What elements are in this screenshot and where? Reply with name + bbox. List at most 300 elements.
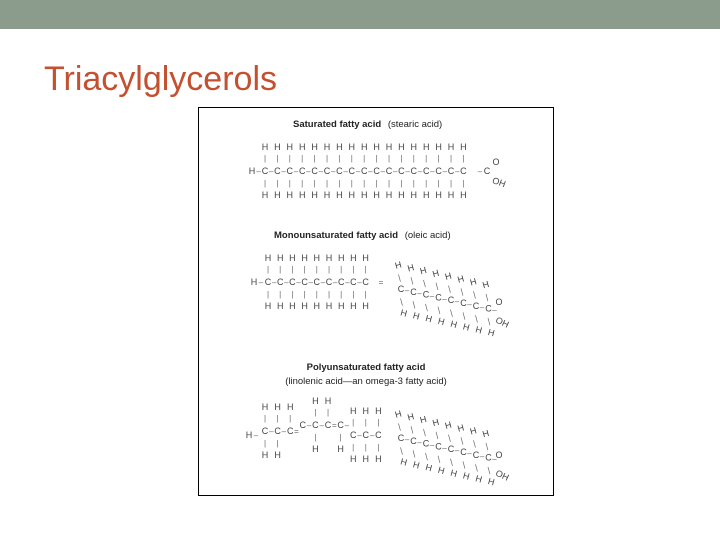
hydrogen-atom-bottom: H xyxy=(385,190,393,200)
bond-single: – xyxy=(454,297,460,307)
saturated-heading-bold: Saturated fatty acid xyxy=(293,119,382,130)
bond-single: – xyxy=(467,449,472,458)
hydrogen-atom-top: H xyxy=(350,253,357,263)
hydrogen-atom-bottom: H xyxy=(289,301,296,311)
bond-single: – xyxy=(308,278,313,287)
bond-vertical-top: | xyxy=(314,408,317,417)
hydrogen-atom-top: H xyxy=(481,279,491,291)
bond-vertical-top: | xyxy=(422,278,427,288)
bond-vertical-top: | xyxy=(313,154,316,163)
bond-vertical-top: | xyxy=(288,154,291,163)
hydrogen-atom-top: H xyxy=(385,142,393,152)
carbon-atom: C xyxy=(286,166,294,176)
carbon-atom: C xyxy=(349,430,357,440)
hydrogen-atom-bottom: H xyxy=(375,454,382,464)
hydrogen-atom-bottom: H xyxy=(337,444,344,454)
bond-vertical-bottom: | xyxy=(263,439,267,448)
hydrogen-atom-top: H xyxy=(286,402,294,412)
bond-vertical-bottom: | xyxy=(449,308,454,318)
bond-vertical-top: | xyxy=(276,154,279,163)
bond-vertical-top: | xyxy=(263,154,267,163)
bond-single: – xyxy=(330,167,336,176)
hydrogen-atom-top: H xyxy=(323,142,331,152)
bond-vertical-bottom: | xyxy=(474,313,479,324)
bond-vertical-bottom: | xyxy=(449,179,453,188)
bond-vertical-top: | xyxy=(327,265,331,274)
bond-single: – xyxy=(380,167,386,176)
hydrogen-atom-bottom: H xyxy=(474,473,484,485)
bond-vertical-top: | xyxy=(447,284,452,294)
bond-single: – xyxy=(430,167,435,176)
bond-vertical-top: | xyxy=(400,154,403,163)
carbon-atom: C xyxy=(385,166,393,176)
carbon-atom: C xyxy=(261,426,269,436)
bond-vertical-bottom: | xyxy=(462,179,465,188)
monounsaturated-heading-bold: Monounsaturated fatty acid xyxy=(274,230,399,241)
bond-single: – xyxy=(281,427,287,436)
bond-vertical-top: | xyxy=(412,154,415,163)
carbon-atom: C xyxy=(472,300,480,311)
hydrogen-atom-bottom: H xyxy=(422,190,430,200)
carbon-atom: C xyxy=(397,284,405,294)
bond-vertical-top: | xyxy=(462,154,465,163)
bond-vertical-top: | xyxy=(364,265,367,274)
hydrogen-atom-top: H xyxy=(349,406,357,416)
bond-vertical-bottom: | xyxy=(425,179,428,188)
bond-vertical-bottom: | xyxy=(313,179,316,188)
hydrogen-atom-bottom: H xyxy=(399,456,409,468)
bond-single: – xyxy=(392,167,398,176)
bond-vertical-bottom: | xyxy=(276,179,279,188)
carbon-atom: C xyxy=(274,426,281,436)
hydrogen-atom-top: H xyxy=(362,406,370,416)
bond-vertical-top: | xyxy=(363,154,366,163)
bond-vertical-top: | xyxy=(279,265,282,274)
bond-single: – xyxy=(404,435,410,444)
hydrogen-atom-top: H xyxy=(375,406,382,416)
hydrogen-atom-top: H xyxy=(276,253,284,263)
bond-single: – xyxy=(296,278,301,287)
hydrogen-atom-bottom: H xyxy=(313,301,321,311)
bond-single: – xyxy=(405,167,410,176)
hydrogen-atom-bottom: H xyxy=(323,190,331,200)
hydrogen-atom-top: H xyxy=(393,259,403,271)
hydrogen-atom-bottom: H xyxy=(461,470,471,482)
hydrogen-atom-bottom: H xyxy=(311,190,318,200)
bond-single: – xyxy=(417,167,423,176)
hydrogen-atom-top: H xyxy=(418,414,428,426)
carbon-atom: C xyxy=(299,420,307,430)
bond-vertical-top: | xyxy=(422,427,427,437)
hydrogen-atom-top: H xyxy=(460,142,467,152)
hydrogen-atom-top: H xyxy=(456,422,466,434)
hydrogen-atom-top: H xyxy=(261,402,269,412)
bond-vertical-bottom: | xyxy=(461,310,467,321)
hydrogen-atom-top: H xyxy=(398,142,405,152)
bond-double: = xyxy=(331,421,337,430)
bond-vertical-bottom: | xyxy=(436,305,442,315)
bond-vertical-bottom: | xyxy=(377,443,380,452)
bond-double: = xyxy=(294,427,299,436)
hydrogen-atom-bottom: H xyxy=(436,315,446,328)
monounsaturated-heading xyxy=(274,230,451,241)
bond-vertical-bottom: | xyxy=(375,179,378,188)
bond-vertical-top: | xyxy=(350,154,353,163)
carbon-atom: C xyxy=(447,166,455,176)
carbon-atom: C xyxy=(398,166,405,176)
hydrogen-atom-top: H xyxy=(313,253,321,263)
hydrogen-atom-top: H xyxy=(443,270,453,282)
saturated-structure xyxy=(249,142,507,200)
bond-double: = xyxy=(378,278,384,287)
hydrogen-atom-top: H xyxy=(431,267,441,280)
bond-vertical-top: | xyxy=(289,414,292,423)
bond-vertical-top: | xyxy=(352,418,355,427)
bond-single: – xyxy=(332,278,338,287)
hydrogen-atom-terminal: H xyxy=(245,430,253,440)
bond-vertical-top: | xyxy=(276,414,279,423)
hydrogen-atom-bottom: H xyxy=(261,190,269,200)
bond-vertical-bottom: | xyxy=(424,451,429,461)
bond-single: – xyxy=(454,446,460,456)
bond-vertical-bottom: | xyxy=(486,465,492,475)
carbon-atom: C xyxy=(447,444,455,455)
carbon-atom: C xyxy=(324,420,332,430)
bond-vertical-top: | xyxy=(266,265,270,274)
hydrogen-atom-top: H xyxy=(447,142,455,152)
bond-single: – xyxy=(258,278,264,287)
bond-single: – xyxy=(271,278,277,287)
hydrogen-atom-top: H xyxy=(298,142,306,152)
hydrogen-atom-bottom: H xyxy=(411,459,421,471)
hydrogen-atom-bottom: H xyxy=(399,307,409,319)
hydrogen-atom-top: H xyxy=(422,142,430,152)
bond-vertical-top: | xyxy=(425,154,428,163)
bond-vertical-bottom: | xyxy=(364,443,367,452)
carbon-atom: C xyxy=(311,166,318,176)
hydrogen-atom-top: H xyxy=(337,253,345,263)
bond-single: – xyxy=(318,167,324,176)
bond-vertical-top: | xyxy=(434,430,440,440)
carbon-atom: C xyxy=(435,292,442,303)
fatty-acid-figure xyxy=(198,107,554,496)
bond-vertical-bottom: | xyxy=(399,296,404,307)
hydroxyl-group: OH xyxy=(494,314,511,330)
bond-single: – xyxy=(492,305,497,315)
hydrogen-atom-bottom: H xyxy=(274,450,281,460)
bond-vertical-top: | xyxy=(484,292,490,302)
bond-single: – xyxy=(256,167,261,176)
bond-vertical-bottom: | xyxy=(303,290,306,299)
saturated-heading-light: (stearic acid) xyxy=(387,119,443,130)
hydrogen-atom-top: H xyxy=(393,408,403,420)
carbon-atom: C xyxy=(422,289,430,300)
bond-single: – xyxy=(467,300,472,309)
bond-single: – xyxy=(284,278,289,287)
bond-vertical-bottom: | xyxy=(449,457,454,467)
bond-vertical-bottom: | xyxy=(327,290,331,299)
hydrogen-atom-top: H xyxy=(312,396,319,406)
carbon-atom: C xyxy=(264,277,272,287)
hydrogen-atom-bottom: H xyxy=(411,310,421,322)
bond-vertical-top: | xyxy=(449,154,453,163)
hydrogen-atom-bottom: H xyxy=(301,301,308,311)
hydrogen-atom-bottom: H xyxy=(264,301,272,311)
hydrogen-atom-bottom: H xyxy=(312,444,319,454)
hydrogen-atom-top: H xyxy=(286,142,294,152)
hydrogen-atom-top: H xyxy=(362,253,369,263)
bond-vertical-bottom: | xyxy=(291,290,294,299)
bond-single: – xyxy=(319,421,324,430)
bond-single: – xyxy=(368,167,373,176)
carbon-atom: C xyxy=(337,277,345,287)
bond-vertical-top: | xyxy=(409,275,415,286)
hydrogen-atom-top: H xyxy=(311,142,318,152)
bond-single: – xyxy=(429,440,435,450)
hydrogen-atom-bottom: H xyxy=(410,190,418,200)
bond-vertical-top: | xyxy=(263,414,267,423)
hydrogen-atom-bottom: H xyxy=(435,190,442,200)
bond-vertical-top: | xyxy=(409,424,415,435)
bond-single: – xyxy=(345,278,350,287)
carbon-atom: C xyxy=(274,166,281,176)
carbon-atom: C xyxy=(276,277,284,287)
carbon-atom-carboxyl: C xyxy=(483,166,491,176)
bond-single: – xyxy=(417,288,422,298)
carbon-atom: C xyxy=(350,277,357,287)
monounsaturated-heading-light: (oleic acid) xyxy=(404,230,451,241)
hydrogen-atom-top: H xyxy=(324,396,332,406)
hydrogen-atom-bottom: H xyxy=(486,327,496,339)
hydrogen-atom-top: H xyxy=(360,142,368,152)
hydrogen-atom-top: H xyxy=(443,419,453,431)
bond-single: – xyxy=(442,294,447,304)
bond-single: – xyxy=(253,431,259,440)
bond-vertical-top: | xyxy=(397,421,402,432)
bond-vertical-bottom: | xyxy=(437,179,440,188)
bond-single: – xyxy=(369,431,375,440)
bond-vertical-bottom: | xyxy=(399,445,404,456)
bond-vertical-bottom: | xyxy=(350,179,353,188)
carbon-atom: C xyxy=(261,166,269,176)
bond-single: – xyxy=(306,167,311,176)
hydrogen-atom-top: H xyxy=(301,253,308,263)
bond-vertical-bottom: | xyxy=(474,462,479,473)
bond-single: – xyxy=(306,421,312,430)
hydrogen-atom-top: H xyxy=(410,142,418,152)
hydrogen-atom-bottom: H xyxy=(449,467,459,479)
bond-vertical-bottom: | xyxy=(352,443,355,452)
hydrogen-atom-bottom: H xyxy=(337,301,345,311)
bond-vertical-top: | xyxy=(387,154,391,163)
hydrogen-atom-bottom: H xyxy=(336,190,343,200)
bond-vertical-bottom: | xyxy=(363,179,366,188)
bond-vertical-top: | xyxy=(472,438,477,449)
carbon-atom: C xyxy=(460,166,467,176)
bond-vertical-bottom: | xyxy=(339,433,342,442)
bond-single: – xyxy=(442,443,447,453)
bond-single: – xyxy=(268,167,274,176)
bond-vertical-bottom: | xyxy=(340,290,343,299)
carbon-atom: C xyxy=(485,303,492,314)
bond-vertical-bottom: | xyxy=(411,299,417,310)
hydrogen-atom-bottom: H xyxy=(424,313,434,325)
bond-single: – xyxy=(417,437,422,447)
bond-vertical-top: | xyxy=(325,154,329,163)
bond-single: – xyxy=(429,291,435,301)
bond-vertical-top: | xyxy=(459,435,465,446)
bond-vertical-bottom: | xyxy=(352,290,355,299)
bond-vertical-top: | xyxy=(484,441,490,451)
hydrogen-atom-bottom: H xyxy=(461,321,471,333)
hydrogen-atom-terminal: H xyxy=(248,166,256,176)
hydrogen-atom-bottom: H xyxy=(436,464,446,477)
bond-single: – xyxy=(357,278,362,287)
carbon-atom: C xyxy=(410,286,417,297)
carbon-atom: C xyxy=(336,166,343,176)
hydrogen-atom-top: H xyxy=(261,142,269,152)
bond-vertical-bottom: | xyxy=(276,439,279,448)
hydrogen-atom-top: H xyxy=(435,142,442,152)
hydrogen-atom-top: H xyxy=(289,253,296,263)
carbon-atom: C xyxy=(373,166,380,176)
hydrogen-atom-bottom: H xyxy=(474,324,484,336)
hydrogen-atom-bottom: H xyxy=(373,190,380,200)
hydrogen-atom-top: H xyxy=(336,142,343,152)
bond-single: – xyxy=(479,451,485,461)
bond-vertical-bottom: | xyxy=(338,179,341,188)
carbon-atom: C xyxy=(435,166,442,176)
hydrogen-atom-bottom: H xyxy=(449,318,459,330)
carbon-atom: C xyxy=(289,277,296,287)
hydrogen-atom-bottom: H xyxy=(348,190,356,200)
bond-vertical-bottom: | xyxy=(266,290,270,299)
bond-vertical-bottom: | xyxy=(288,179,291,188)
carbon-atom: C xyxy=(460,447,467,457)
carbon-atom: C xyxy=(312,420,319,430)
bond-single: – xyxy=(343,167,348,176)
hydrogen-atom-bottom: H xyxy=(350,301,357,311)
bond-vertical-top: | xyxy=(375,154,378,163)
bond-vertical-bottom: | xyxy=(314,433,317,442)
carbon-atom: C xyxy=(325,277,333,287)
bond-single: – xyxy=(344,421,350,430)
carbon-atom: C xyxy=(375,430,382,440)
hydrogen-atom-top: H xyxy=(418,265,428,277)
carbon-atom: C xyxy=(360,166,368,176)
hydrogen-atom-top: H xyxy=(348,142,356,152)
bond-vertical-bottom: | xyxy=(364,290,367,299)
carbon-atom: C xyxy=(313,277,321,287)
hydrogen-atom-top: H xyxy=(264,253,272,263)
bond-vertical-top: | xyxy=(437,154,440,163)
bond-single: – xyxy=(269,427,274,436)
bond-vertical-top: | xyxy=(472,289,477,300)
hydrogen-atom-bottom: H xyxy=(460,190,467,200)
bond-single: – xyxy=(293,167,299,176)
fatty-acid-diagram xyxy=(199,108,555,497)
hydrogen-atom-top: H xyxy=(325,253,333,263)
carbon-atom: C xyxy=(472,449,480,460)
hydroxyl-group: OH xyxy=(494,467,511,483)
bond-single: – xyxy=(479,302,485,312)
bond-vertical-bottom: | xyxy=(461,459,467,470)
bond-vertical-bottom: | xyxy=(315,290,318,299)
bond-vertical-bottom: | xyxy=(424,302,429,312)
hydrogen-atom-terminal: H xyxy=(250,277,258,287)
carbon-atom: C xyxy=(397,433,405,443)
carbon-atom: C xyxy=(298,166,306,176)
bond-vertical-bottom: | xyxy=(400,179,403,188)
polyunsaturated-heading-light: (linolenic acid—an omega-3 fatty acid) xyxy=(285,376,447,387)
oxygen-atom: O xyxy=(495,450,503,460)
bond-vertical-top: | xyxy=(364,418,367,427)
bond-vertical-bottom: | xyxy=(436,454,442,464)
hydrogen-atom-top: H xyxy=(468,425,478,437)
bond-single: – xyxy=(477,167,483,176)
bond-vertical-top: | xyxy=(352,265,355,274)
bond-vertical-top: | xyxy=(459,286,465,297)
hydrogen-atom-bottom: H xyxy=(360,190,368,200)
carbon-atom: C xyxy=(410,435,417,446)
hydrogen-atom-top: H xyxy=(274,142,281,152)
bond-single: – xyxy=(281,167,286,176)
hydrogen-atom-top: H xyxy=(431,416,441,429)
carbon-atom: C xyxy=(485,452,492,463)
carbon-atom: C xyxy=(422,438,430,449)
hydrogen-atom-top: H xyxy=(406,262,416,274)
carbon-atom: C xyxy=(323,166,331,176)
bond-vertical-top: | xyxy=(315,265,318,274)
bond-vertical-bottom: | xyxy=(325,179,329,188)
bond-vertical-bottom: | xyxy=(486,316,492,326)
bond-vertical-bottom: | xyxy=(411,448,417,459)
carbon-atom: C xyxy=(362,277,369,287)
bond-single: – xyxy=(320,278,326,287)
hydrogen-atom-bottom: H xyxy=(325,301,333,311)
hydrogen-atom-bottom: H xyxy=(362,301,369,311)
hydrogen-atom-top: H xyxy=(468,276,478,288)
carbon-atom: C xyxy=(348,166,356,176)
bond-single: – xyxy=(357,431,362,440)
oxygen-atom: O xyxy=(495,297,503,307)
hydrogen-atom-top: H xyxy=(406,411,416,423)
hydrogen-atom-top: H xyxy=(373,142,380,152)
hydrogen-atom-bottom: H xyxy=(398,190,405,200)
hydrogen-atom-bottom: H xyxy=(486,476,496,488)
bond-single: – xyxy=(442,167,448,176)
bond-vertical-bottom: | xyxy=(387,179,391,188)
hydrogen-atom-bottom: H xyxy=(298,190,306,200)
monounsaturated-structure xyxy=(251,253,511,338)
bond-vertical-top: | xyxy=(447,433,452,443)
hydrogen-atom-bottom: H xyxy=(261,450,269,460)
polyunsaturated-heading-bold: Polyunsaturated fatty acid xyxy=(306,362,426,373)
hydrogen-atom-top: H xyxy=(481,428,491,440)
bond-single: – xyxy=(355,167,361,176)
bond-vertical-top: | xyxy=(301,154,304,163)
hydroxyl-group: OH xyxy=(490,175,508,190)
slide-title: Triacylglycerols xyxy=(44,60,278,98)
bond-vertical-top: | xyxy=(397,272,402,283)
carbon-atom: C xyxy=(447,295,455,306)
bond-vertical-bottom: | xyxy=(301,179,304,188)
carbon-atom: C xyxy=(422,166,430,176)
bond-vertical-top: | xyxy=(338,154,341,163)
bond-vertical-top: | xyxy=(326,408,330,417)
hydrogen-atom-bottom: H xyxy=(447,190,455,200)
bond-vertical-bottom: | xyxy=(412,179,415,188)
